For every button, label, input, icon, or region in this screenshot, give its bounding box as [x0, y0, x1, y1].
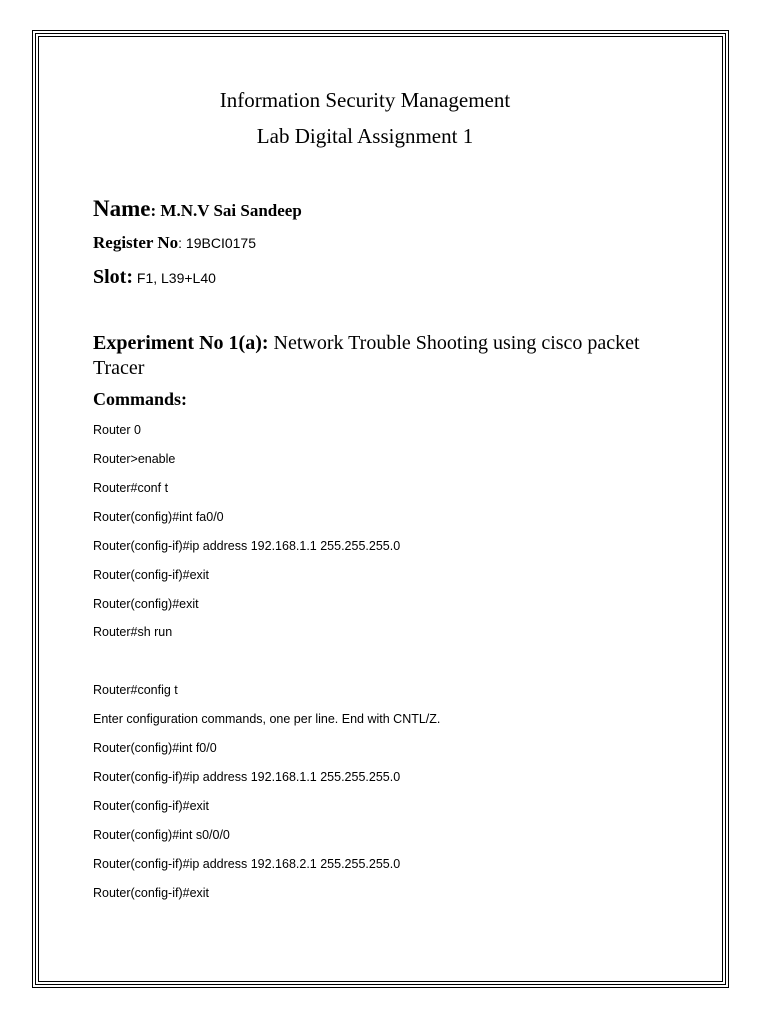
commands-heading: Commands: [93, 389, 188, 409]
command-line: Router(config-if)#exit [93, 799, 210, 813]
command-line: Router(config-if)#exit [93, 568, 210, 582]
experiment-heading [93, 331, 673, 381]
register-field [93, 233, 256, 253]
experiment-text: Network Trouble Shooting using cisco packet Tracer [93, 332, 640, 379]
command-line: Router>enable [93, 452, 176, 466]
command-line: Router(config)#int s0/0/0 [93, 828, 230, 842]
register-value: : 19BCI0175 [178, 235, 256, 251]
name-field [93, 196, 302, 222]
command-line: Router(config-if)#ip address 192.168.1.1 255.255.255.0 [93, 539, 401, 553]
document-title: Information Security Management [219, 88, 511, 112]
command-line: Router 0 [93, 423, 141, 437]
slot-field [93, 266, 216, 289]
command-line: Router(config)#int fa0/0 [93, 510, 224, 524]
name-value: : M.N.V Sai Sandeep [150, 201, 302, 220]
command-line: Router(config-if)#exit [93, 886, 210, 900]
command-line: Router(config-if)#ip address 192.168.2.1 255.255.255.0 [93, 857, 401, 871]
slot-label: Slot: [93, 266, 133, 288]
command-line: Enter configuration commands, one per line. End with CNTL/Z. [93, 712, 441, 726]
experiment-label: Experiment No 1(a): [93, 332, 269, 354]
register-label: Register No [93, 233, 179, 252]
command-line: Router(config)#int f0/0 [93, 741, 217, 755]
document-subtitle: Lab Digital Assignment 1 [256, 124, 474, 148]
command-line: Router#config t [93, 683, 178, 697]
command-line: Router#conf t [93, 481, 169, 495]
command-line: Router(config-if)#ip address 192.168.1.1 255.255.255.0 [93, 770, 401, 784]
command-line: Router(config)#exit [93, 597, 199, 611]
page-border [32, 30, 729, 988]
name-label: Name [93, 196, 151, 221]
slot-value: F1, L39+L40 [133, 270, 216, 286]
command-line: Router#sh run [93, 625, 173, 639]
